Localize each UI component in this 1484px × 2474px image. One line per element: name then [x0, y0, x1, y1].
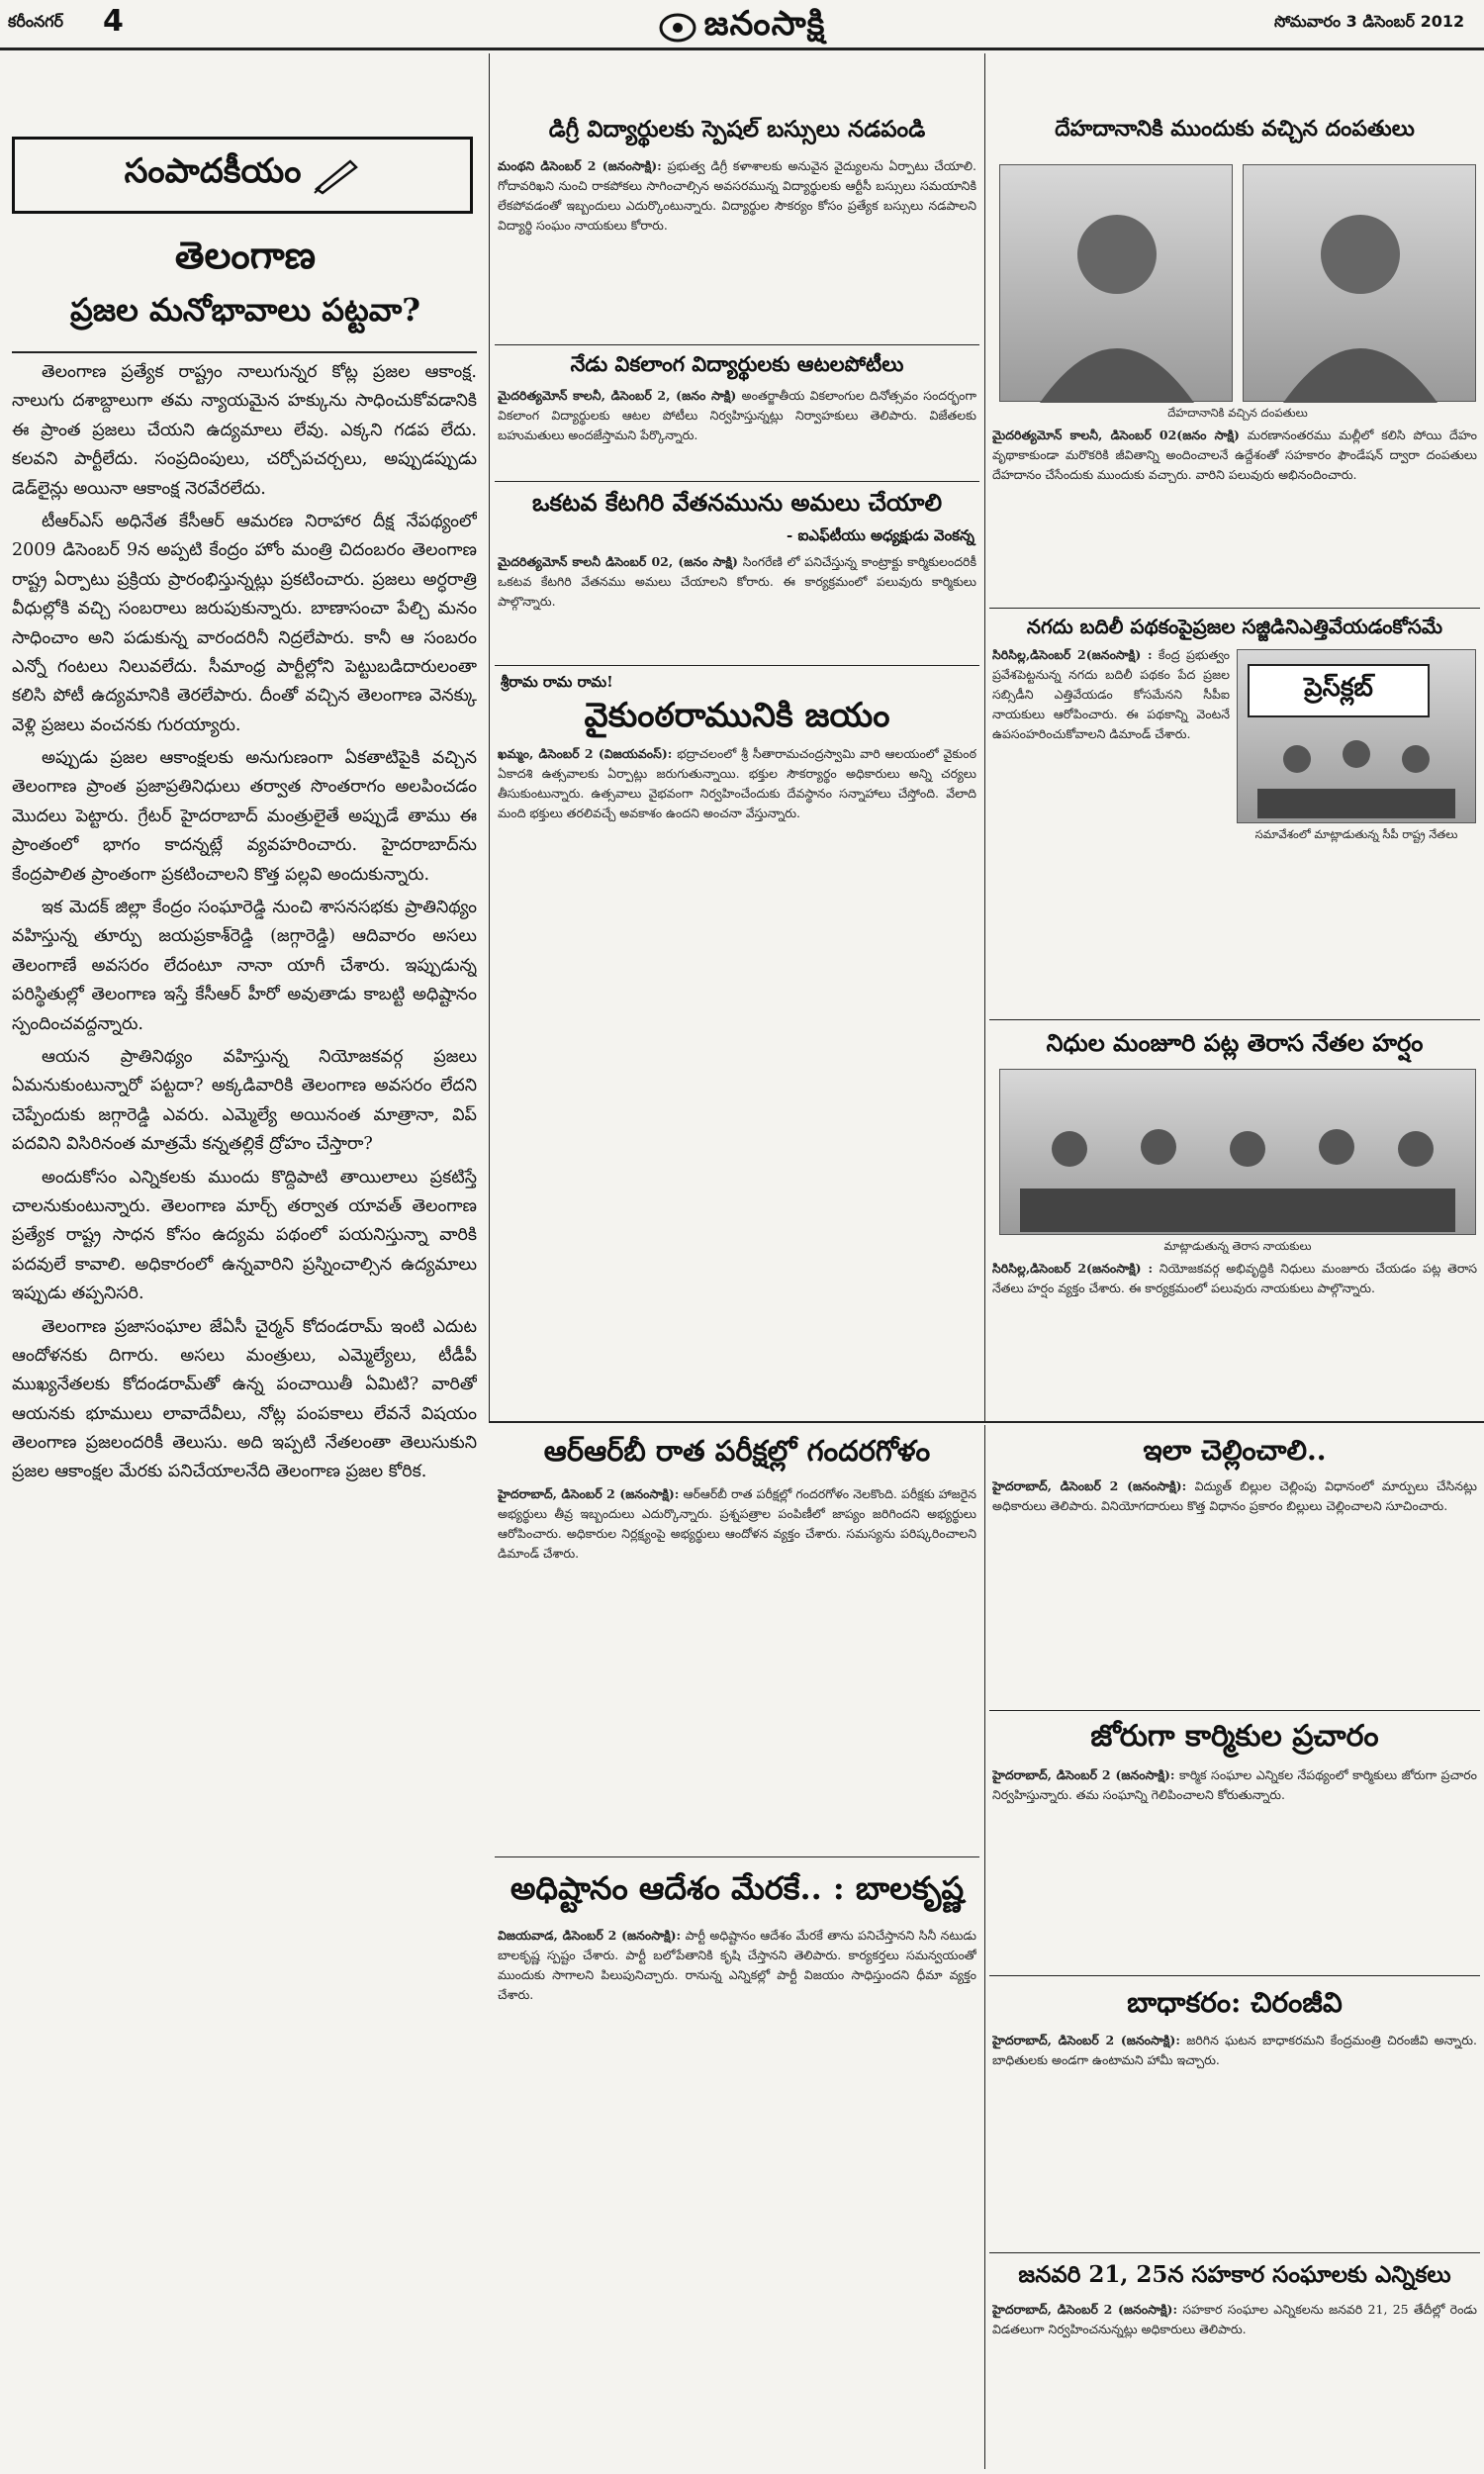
article-dateline: ఖమ్మం, డిసెంబర్ 2 (విజయవంస్):	[498, 746, 673, 761]
article-headline: డిగ్రీ విద్యార్థులకు స్పెషల్ బస్సులు నడపండి	[548, 116, 926, 143]
article-dateline: మైదరిత్యమోన్ కాలనీ, డిసెంబర్ 02(జనం సాక్షి)	[992, 428, 1240, 442]
photo-caption: మాట్లాడుతున్న తెరాస నాయకులు	[1163, 1239, 1312, 1253]
article-text: పార్టీ అధిష్టానం ఆదేశం మేరకే తాను పనిచేస్తానని సినీ నటుడు బాలకృష్ణ స్పష్టం చేశారు. పార్టీ బలోపేతానికి కృషి చేస్తానని తెలిపారు. కార్యకర్తలు సమన్వయంతో ముందుకు సాగాలని పిలుపునిచ్చారు. రానున్న ఎన్నికల్లో పార్టీ విజయం సాధిస్తుందని ధీమా వ్యక్తం చేశారు.	[498, 1928, 976, 2002]
pen-icon	[311, 155, 360, 195]
article-headline: బాధాకరం: చిరంజీవి	[1127, 1986, 1343, 2019]
article-headline: జనవరి 21, 25న సహకార సంఘాలకు ఎన్నికలు	[1018, 2261, 1451, 2288]
article-body	[992, 2031, 1477, 2250]
article-body	[498, 1926, 976, 2460]
article-body	[498, 156, 976, 340]
article-body	[992, 2300, 1477, 2460]
article-dateline: మైదరిత్యమోన్ కాలనీ డిసెంబర్ 02, (జనం సాక్షి)	[498, 554, 738, 569]
people-group-icon	[1000, 1070, 1477, 1236]
photo-caption: దేహదానానికి వచ్చిన దంపతులు	[1167, 406, 1308, 420]
masthead-logo	[613, 4, 871, 51]
article-text: అంతర్జాతీయ వికలాంగుల దినోత్సవం సందర్భంగా వికలాంగ విద్యార్థులకు ఆటల పోటీలు నిర్వహిస్తున్నట్లు నిర్వాహకులు తెలిపారు. విజేతలకు బహుమతులు అందజేస్తామని పేర్కొన్నారు.	[498, 388, 976, 442]
people-group-icon	[1238, 650, 1477, 824]
article-headline: దేహదానానికి ముందుకు వచ్చిన దంపతులు	[1055, 116, 1415, 142]
article-text: కార్మిక సంఘాల ఎన్నికల నేపథ్యంలో కార్మికులు జోరుగా ప్రచారం నిర్వహిస్తున్నారు. తమ సంఘాన్ని గెలిపించాలని కోరుతున్నారు.	[992, 1767, 1477, 1802]
editorial-paragraph: తెలంగాణ ప్రత్యేక రాష్ట్రం నాలుగున్నర కోట్ల ప్రజల ఆకాంక్ష. నాలుగు దశాబ్దాలుగా తమ న్యాయమైన హక్కును సాధించుకోవడానికి ఈ ప్రాంత ప్రజలు చేయని ఉద్యమాలు లేవు. ఎక్కని గడప లేదు. కలవని పార్టీలేదు. సంప్రదింపులు, చర్చోపచర్చలు, అప్పుడప్పుడు డెడ్‌లైన్లు అయినా ఆకాంక్ష నెరవేరలేదు.	[12, 362, 477, 499]
editorial-title-line2: ప్రజల మనోభావాలు పట్టవా?	[69, 291, 421, 329]
article-headline: అధిష్టానం ఆదేశం మేరకే.. : బాలకృష్ణ	[510, 1869, 965, 1907]
article-text: ప్రభుత్వ డిగ్రీ కళాశాలకు అనువైన వైద్యులను ఏర్పాటు చేయాలి. గోదావరిఖని నుంచి రాకపోకలు సాగించాల్సిన అవసరమున్న విద్యార్థులకు ఆర్టీసీ బస్సులు సమయానికి లేకపోవడంతో ఇబ్బందులు ఎదుర్కొంటున్నారు. విద్యార్థుల సౌకర్యం కోసం ప్రత్యేక బస్సులు నడపాలని విద్యార్థి సంఘం నాయకులు కోరారు.	[498, 158, 976, 233]
article-body	[992, 1259, 1477, 1417]
photo-woman	[1243, 164, 1476, 402]
article-dateline: హైదరాబాద్, డిసెంబర్ 2 (జనంసాక్షి):	[992, 1767, 1175, 1782]
article-body	[498, 744, 976, 1417]
article-text: సహకార సంఘాల ఎన్నికలను జనవరి 21, 25 తేదీల్లో రెండు విడతలుగా నిర్వహించనున్నట్లు అధికారులు తెలిపారు.	[992, 2302, 1477, 2336]
photo-press-meet	[1237, 649, 1476, 823]
article-dateline: విజయవాడ, డిసెంబర్ 2 (జనంసాక్షి):	[498, 1928, 682, 1943]
article-dateline: హైదరాబాద్, డిసెంబర్ 2 (జనంసాక్షి):	[992, 1478, 1187, 1493]
photo-caption: సమావేశంలో మాట్లాడుతున్న సీపీ రాష్ట్ర నేతలు	[1254, 827, 1458, 841]
article-headline: జోరుగా కార్మికుల ప్రచారం	[1090, 1719, 1379, 1754]
editorial-label: సంపాదకీయం	[124, 151, 302, 191]
article-text: మరణానంతరము మల్లీలో కలిసి పోయి దేహం వృథాకాకుండా మరొకరికి జీవితాన్ని అందించాలనే ఉద్దేశంతో సహకారం ఫౌండేషన్ ద్వారా దంపతులు దేహదానం చేసేందుకు ముందుకు వచ్చారు. వారిని పలువురు అభినందించారు.	[992, 428, 1477, 482]
article-body	[498, 1484, 976, 1853]
editorial-body	[12, 358, 477, 2461]
editorial-paragraph: టీఆర్‌ఎస్ అధినేత కేసీఆర్ ఆమరణ నిరాహార దీక్ష నేపథ్యంలో 2009 డిసెంబర్ 9న అప్పటి కేంద్రం హోం మంత్రి చిదంబరం తెలంగాణ రాష్ట్ర ఏర్పాటు ప్రక్రియ ప్రారంభిస్తున్నట్లు ప్రకటించారు. ప్రజలు అర్ధరాత్రి వీధుల్లోకి వచ్చి సంబరాలు జరుపుకున్నారు. బాణాసంచా పేల్చి మనం సాధించాం అని పడుకున్న వారందరినీ నిద్రలేపారు. కానీ ఆ సంబరం ఎన్నో గంటలు నిలువలేదు. సీమాంధ్ర పార్టీల్లోని పెట్టుబడిదారులంతా కలిసి పోటీ ఉద్యమానికి తెరలేపారు. దీంతో వచ్చిన తెలంగాణ వెనక్కు వెళ్లి ప్రజలు వంచనకు గురయ్యారు.	[12, 511, 477, 735]
article-body	[992, 1476, 1477, 1708]
article-dateline: హైదరాబాద్, డిసెంబర్ 2 (జనంసాక్షి):	[992, 2033, 1180, 2047]
article-headline: వైకుంఠరామునికి జయం	[584, 696, 890, 735]
article-dateline: సిరిసిల్ల,డిసెంబర్ 2(జనంసాక్షి) :	[992, 647, 1153, 662]
article-body	[992, 426, 1477, 606]
editorial-box	[12, 137, 473, 214]
article-kicker: శ్రీరామ రామ రామ!	[501, 673, 613, 691]
logo-emblem-icon	[659, 11, 696, 45]
article-dateline: మైదరిత్యమోన్ కాలనీ, డిసెంబర్ 2, (జనం సాక్షి)	[498, 388, 737, 403]
article-text: కేంద్ర ప్రభుత్వం ప్రవేశపెట్టనున్న నగదు బదిలీ పథకం పేద ప్రజల సబ్సిడీని ఎత్తివేయడం కోసమేనని సీపీఐ నాయకులు ఆరోపించారు. ఈ పథకాన్ని వెంటనే ఉపసంహరించుకోవాలని డిమాండ్ చేశారు.	[992, 647, 1230, 741]
article-text: నియోజకవర్గ అభివృద్ధికి నిధులు మంజూరు చేయడం పట్ల తెరాస నేతలు హర్షం వ్యక్తం చేశారు. ఈ కార్యక్రమంలో పలువురు నాయకులు పాల్గొన్నారు.	[992, 1261, 1477, 1295]
photo-man	[999, 164, 1233, 402]
editorial-paragraph: ఇక మెదక్ జిల్లా కేంద్రం సంఘారెడ్డి నుంచి శాసనసభకు ప్రాతినిథ్యం వహిస్తున్న తూర్పు జయప్రకాశ్‌రెడ్డి (జగ్గారెడ్డి) ఆదివారం అసలు తెలంగాణే అవసరం లేదంటూ నానా యాగీ చేశారు. ఇప్పుడున్న పరిస్థితుల్లో తెలంగాణ ఇస్తే కేసీఆర్ హీరో అవుతాడు కాబట్టి అధిష్టానం స్పందించవద్దన్నారు.	[12, 898, 477, 1034]
logo-text: జనంసాక్షి	[703, 4, 826, 44]
article-byline: - ఐఎఫ్‌టీయు అధ్యక్షుడు వెంకన్న	[787, 526, 974, 544]
article-dateline: హైదరాబాద్, డిసెంబర్ 2 (జనంసాక్షి):	[992, 2302, 1178, 2317]
person-silhouette-icon	[1000, 165, 1234, 403]
article-headline: నేడు వికలాంగ విద్యార్థులకు ఆటలపోటీలు	[570, 351, 904, 376]
photo-trs-leaders	[999, 1069, 1476, 1235]
article-headline: ఆర్‌ఆర్‌బీ రాత పరీక్షల్లో గందరగోళం	[543, 1434, 931, 1468]
article-text: జరిగిన ఘటన బాధాకరమని కేంద్రమంత్రి చిరంజీవి అన్నారు. బాధితులకు అండగా ఉంటామని హామీ ఇచ్చారు.	[992, 2033, 1477, 2067]
article-headline: ఒకటవ కేటగిరి వేతనమును అమలు చేయాలి	[531, 488, 943, 517]
article-body	[498, 386, 976, 477]
editorial-paragraph: ఆయన ప్రాతినిథ్యం వహిస్తున్న నియోజకవర్గ ప్రజలు ఏమనుకుంటున్నారో పట్టదా? అక్కడివారికి తెలంగాణ అవసరం లేదని చెప్పేందుకు జగ్గారెడ్డి ఎవరు. ఎమ్మెల్యే అయినంత మాత్రానా, విప్ పదవిని విసిరినంత మాత్రమే కన్నతల్లికే ద్రోహం చేస్తారా?	[12, 1046, 477, 1155]
person-silhouette-icon	[1244, 165, 1477, 403]
article-body	[992, 1765, 1477, 1971]
article-body	[992, 645, 1230, 1017]
article-text: భద్రాచలంలో శ్రీ సీతారామచంద్రస్వామి వారి ఆలయంలో వైకుంఠ ఏకాదశి ఉత్సవాలకు ఏర్పాట్లు జరుగుతున్నాయి. భక్తుల సౌకర్యార్థం అధికారులు అన్ని చర్యలు తీసుకుంటున్నారు. ఉత్సవాలు వైభవంగా నిర్వహించేందుకు దేవస్థానం సన్నాహాలు చేస్తోంది. వేలాది మంది భక్తులు తరలివచ్చే అవకాశం ఉందని అంచనా వేస్తున్నారు.	[498, 746, 976, 820]
article-text: సింగరేణి లో పనిచేస్తున్న కాంట్రాక్టు కార్మికులందరికీ ఒకటవ కేటగిరి వేతనము అమలు చేయాలని కోరారు. ఈ కార్యక్రమంలో పలువురు కార్మికులు పాల్గొన్నారు.	[498, 554, 976, 609]
article-dateline: సిరిసిల్ల,డిసెంబర్ 2(జనంసాక్షి) :	[992, 1261, 1154, 1276]
page-number: 4	[103, 4, 124, 39]
press-club-banner: ప్రెస్‌క్లబ్	[1248, 664, 1430, 717]
article-body	[498, 552, 976, 661]
article-text: ఆర్‌ఆర్‌బీ రాత పరీక్షల్లో గందరగోళం నెలకొంది. పరీక్షకు హాజరైన అభ్యర్థులు తీవ్ర ఇబ్బందులు ఎదుర్కొన్నారు. ప్రశ్నపత్రాల పంపిణీలో జాప్యం జరిగిందని అభ్యర్థులు ఆరోపించారు. అధికారుల నిర్లక్ష్యంపై అభ్యర్థులు ఆందోళన వ్యక్తం చేశారు. సమస్యను పరిష్కరించాలని డిమాండ్ చేశారు.	[498, 1486, 976, 1561]
editorial-paragraph: తెలంగాణ ప్రజాసంఘాల జేఏసీ చైర్మన్ కోదండరామ్ ఇంటి ఎదుట ఆందోళనకు దిగారు. అసలు మంత్రులు, ఎమ్మెల్యేలు, టీడీపీ ముఖ్యనేతలకు కోదండరామ్‌తో ఉన్న పంచాయితీ ఏమిటి? వారితో ఆయనకు భూములు లావాదేవీలు, నోట్ల పంపకాలు లేవనే విషయం తెలంగాణ ప్రజలందరికీ తెలుసు. అది ఇప్పటి నేతలంతా తెలుసుకుని ప్రజల ఆకాంక్షల మేరకు పనిచేయాలనేది తెలంగాణ ప్రజల కోరిక.	[12, 1316, 477, 1482]
article-headline: నగదు బదిలీ పథకంపైప్రజల సజ్జిడినిఎత్తివేయడంకోసమే	[1026, 615, 1443, 638]
editorial-paragraph: అందుకోసం ఎన్నికలకు ముందు కొద్దిపాటి తాయిలాలు ప్రకటిస్తే చాలనుకుంటున్నారు. తెలంగాణ మార్చ్ తర్వాత యావత్ తెలంగాణ ప్రత్యేక రాష్ట్ర సాధన కోసం ఉద్యమ పథంలో పయనిస్తున్నా వారికి పదవులే కావాలి. అధికారంలో ఉన్నవారిని ప్రస్నించాల్సిన ఉద్యమాలు ఇప్పుడు తప్పనిసరి.	[12, 1167, 477, 1304]
article-headline: ఇలా చెల్లించాలి..	[1143, 1434, 1327, 1467]
editorial-paragraph: అప్పుడు ప్రజల ఆకాంక్షలకు అనుగుణంగా ఏకతాటిపైకి వచ్చిన తెలంగాణ ప్రాంత ప్రజాప్రతినిధులు తర్వాత సొంతరాగం అలపించడం మొదలు పెట్టారు. గ్రేటర్ హైదరాబాద్ మంత్రులైతే అప్పుడే తాము ఈ ప్రాంతంలో భాగం కాదన్నట్లే వ్యవహరించారు. హైదరాబాద్‌ను కేంద్రపాలిత ప్రాంతంగా ప్రకటించాలని కొత్త పల్లవి అందుకున్నారు.	[12, 748, 477, 885]
article-text: విద్యుత్ బిల్లుల చెల్లింపు విధానంలో మార్పులు చేసినట్లు అధికారులు తెలిపారు. వినియోగదారులు కొత్త విధానం ప్రకారం బిల్లులు చెల్లించాలని సూచించారు.	[992, 1478, 1477, 1513]
edition-name: కరీంనగర్	[8, 12, 64, 31]
article-dateline: హైదరాబాద్, డిసెంబర్ 2 (జనంసాక్షి):	[498, 1486, 680, 1501]
article-dateline: మంథని డిసెంబర్ 2 (జనంసాక్షి):	[498, 158, 662, 173]
issue-date: సోమవారం 3 డిసెంబర్ 2012	[1274, 12, 1465, 31]
editorial-title-line1: తెలంగాణ	[174, 233, 317, 277]
article-headline: నిధుల మంజూరి పట్ల తెరాస నేతల హర్షం	[1046, 1028, 1424, 1057]
